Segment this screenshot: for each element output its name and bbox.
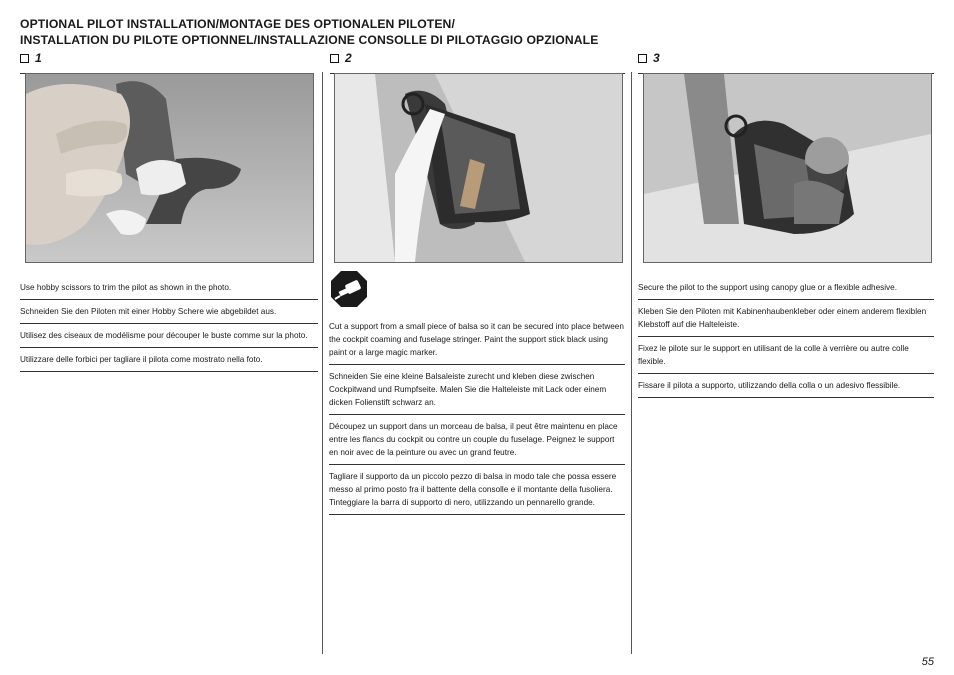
step-3-photo (643, 73, 932, 263)
paragraph-en: Cut a support from a small piece of balsa so it can be secured into place between the cockpit coaming and fuselage stringer. Paint the support stick black using paint or a large magic marker. (329, 315, 625, 365)
step-1-photo (25, 73, 314, 263)
step-2-header (330, 51, 625, 74)
paragraph-it: Fissare il pilota a supporto, utilizzando della colla o un adesivo flessibile. (638, 374, 934, 398)
step-2-photo (334, 73, 623, 263)
paragraph-fr: Fixez le pilote sur le support en utilisant de la colle à verrière ou autre colle flexible. (638, 337, 934, 374)
checkbox-icon[interactable] (638, 54, 647, 63)
step-1-text (20, 276, 318, 372)
checkbox-icon[interactable] (330, 54, 339, 63)
paragraph-en: Use hobby scissors to trim the pilot as shown in the photo. (20, 276, 318, 300)
paragraph-de: Schneiden Sie eine kleine Balsaleiste zurecht und kleben diese zwischen Cockpitwand und Rumpfseite. Malen Sie die Halteleiste mit Lack oder einem dicken Folienstift schwarz an. (329, 365, 625, 415)
paragraph-de: Kleben Sie den Piloten mit Kabinenhaubenkleber oder einem anderem flexiblen Klebstoff auf die Halteleiste. (638, 300, 934, 337)
column-divider (631, 72, 632, 654)
title-line-1: OPTIONAL PILOT INSTALLATION/MONTAGE DES OPTIONALEN PILOTEN/ (20, 17, 455, 31)
step-3-text (638, 276, 934, 398)
paragraph-it: Tagliare il supporto da un piccolo pezzo di balsa in modo tale che possa essere messo al primo posto fra il battente della consolle e il montante della fusoliera. Tinteggiare la barra di supporto di nero, utilizzando un pennarello grande. (329, 465, 625, 515)
paragraph-en: Secure the pilot to the support using canopy glue or a flexible adhesive. (638, 276, 934, 300)
glue-tool-icon (330, 270, 368, 308)
step-number: 3 (653, 51, 660, 65)
checkbox-icon[interactable] (20, 54, 29, 63)
step-number: 1 (35, 51, 42, 65)
paragraph-fr: Découpez un support dans un morceau de balsa, il peut être maintenu en place entre les flancs du cockpit ou contre un couple du fuselage. Peignez le support en noir avec de la peinture ou avec un grand feutre. (329, 415, 625, 465)
step-2-text (329, 315, 625, 515)
step-3-header (638, 51, 934, 74)
column-divider (322, 72, 323, 654)
step-number: 2 (345, 51, 352, 65)
title-line-2: INSTALLATION DU PILOTE OPTIONNEL/INSTALLAZIONE CONSOLLE DI PILOTAGGIO OPZIONALE (20, 33, 599, 47)
page-title (20, 16, 598, 48)
page-number: 55 (921, 656, 934, 668)
paragraph-it: Utilizzare delle forbici per tagliare il pilota come mostrato nella foto. (20, 348, 318, 372)
step-1-header (20, 51, 313, 74)
paragraph-fr: Utilisez des ciseaux de modélisme pour découper le buste comme sur la photo. (20, 324, 318, 348)
paragraph-de: Schneiden Sie den Piloten mit einer Hobby Schere wie abgebildet aus. (20, 300, 318, 324)
